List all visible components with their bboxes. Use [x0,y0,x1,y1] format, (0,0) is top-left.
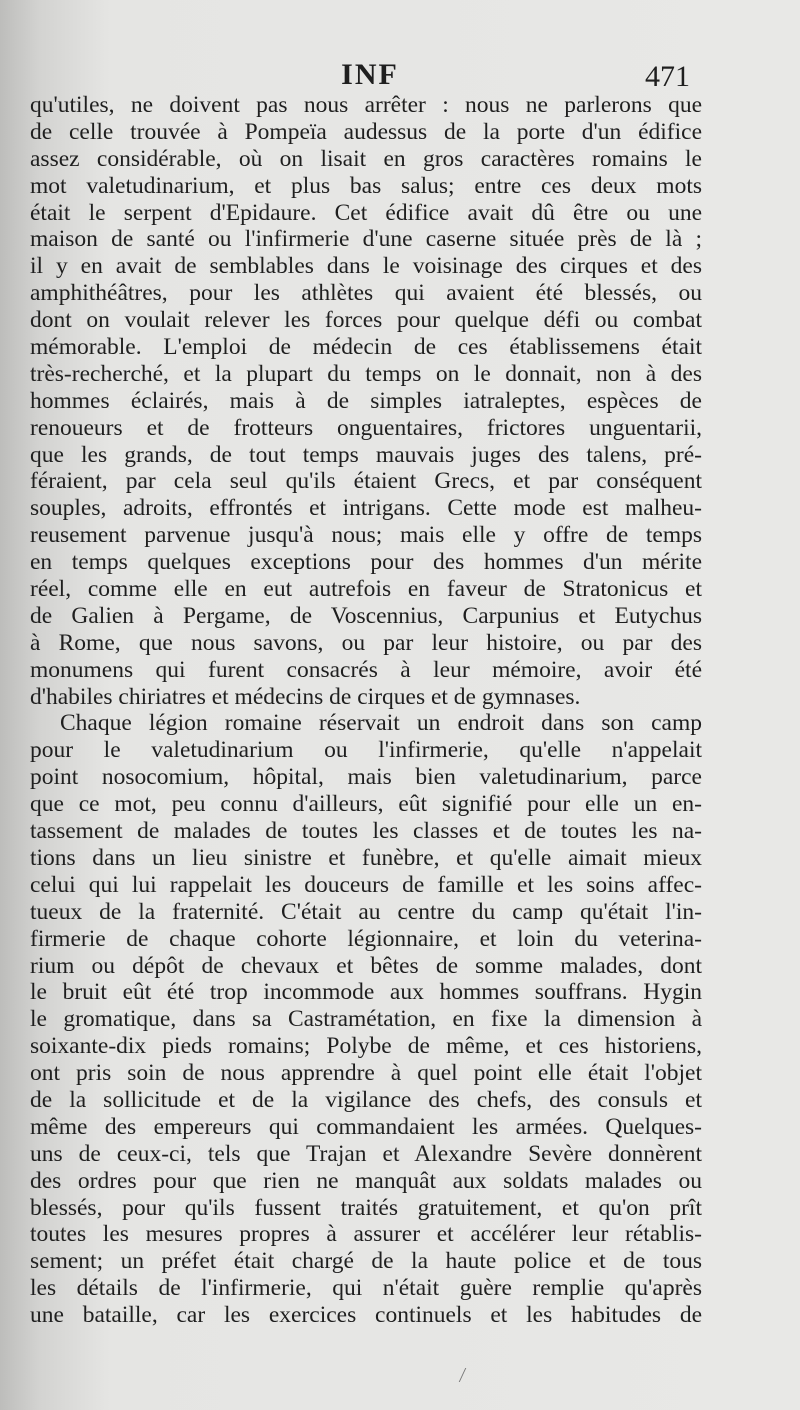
text-line: firmerie de chaque cohorte légionnaire, et loin du veterina- [30,925,702,952]
text-line: dont on voulait relever les forces pour quelque défi ou combat [30,307,702,334]
text-line: reusement parvenue jusqu'à nous; mais elle y offre de temps [30,522,702,549]
text-line: féraient, par cela seul qu'ils étaient Grecs, et par conséquent [30,468,702,495]
text-line: tueux de la fraternité. C'était au centre du camp qu'était l'in- [30,898,702,925]
text-line: même des empereurs qui commandaient les armées. Quelques- [30,1113,702,1140]
text-line: tions dans un lieu sinistre et funèbre, et qu'elle aimait mieux [30,844,702,871]
text-line: soixante-dix pieds romains; Polybe de même, et ces historiens, [30,1033,702,1060]
text-line: à Rome, que nous savons, ou par leur histoire, ou par des [30,629,702,656]
text-line: de celle trouvée à Pompeïa audessus de la porte d'un édifice [30,118,702,145]
text-line: que les grands, de tout temps mauvais juges des talens, pré- [30,441,702,468]
text-line: point nosocomium, hôpital, mais bien valetudinarium, parce [30,764,702,791]
text-line: il y en avait de semblables dans le voisinage des cirques et des [30,253,702,280]
text-line: était le serpent d'Epidaure. Cet édifice avait dû être ou une [30,199,702,226]
text-line: qu'utiles, ne doivent pas nous arrêter : nous ne parlerons que [30,92,702,118]
text-line: monumens qui furent consacrés à leur mémoire, avoir été [30,656,702,683]
text-line: hommes éclairés, mais à de simples iatraleptes, espèces de [30,387,702,414]
text-line: toutes les mesures propres à assurer et accélérer leur rétablis- [30,1221,702,1248]
text-line: amphithéâtres, pour les athlètes qui avaient été blessés, ou [30,280,702,307]
text-line: de la sollicitude et de la vigilance des chefs, des consuls et [30,1086,702,1113]
text-line: maison de santé ou l'infirmerie d'une caserne située près de là ; [30,226,702,253]
page-number: 471 [645,60,690,93]
text-line: blessés, pour qu'ils fussent traités gratuitement, et qu'on prît [30,1194,702,1221]
text-line: très-recherché, et la plupart du temps on le donnait, non à des [30,360,702,387]
text-line: mémorable. L'emploi de médecin de ces établissemens était [30,334,702,361]
text-line: d'habiles chiriatres et médecins de cirques et de gymnases. [30,683,581,710]
text-line: des ordres pour que rien ne manquât aux soldats malades ou [30,1167,702,1194]
running-head: INF [341,58,399,91]
body-text [30,92,702,1329]
text-line: pour le valetudinarium ou l'infirmerie, qu'elle n'appelait [30,737,702,764]
text-line: le gromatique, dans sa Castramétation, en fixe la dimension à [30,1006,702,1033]
text-line: tassement de malades de toutes les classes et de toutes les na- [30,818,702,845]
text-line: rium ou dépôt de chevaux et bêtes de somme malades, dont [30,952,702,979]
text-line: une bataille, car les exercices continuels et les habitudes de [30,1302,702,1329]
text-line: sement; un préfet était chargé de la haute police et de tous [30,1248,702,1275]
text-line: le bruit eût été trop incommode aux hommes souffrans. Hygin [30,979,702,1006]
text-line: Chaque légion romaine réservait un endroit dans son camp [60,710,702,737]
text-line: de Galien à Pergame, de Voscennius, Carpunius et Eutychus [30,602,702,629]
text-line: réel, comme elle en eut autrefois en faveur de Stratonicus et [30,576,702,603]
text-line: ont pris soin de nous apprendre à quel point elle était l'objet [30,1060,702,1087]
text-line: les détails de l'infirmerie, qui n'était guère remplie qu'après [30,1275,702,1302]
text-line: uns de ceux-ci, tels que Trajan et Alexandre Sevère donnèrent [30,1140,702,1167]
text-line: souples, adroits, effrontés et intrigans. Cette mode est malheu- [30,495,702,522]
text-line: celui qui lui rappelait les douceurs de famille et les soins affec- [30,871,702,898]
text-line: mot valetudinarium, et plus bas salus; entre ces deux mots [30,172,702,199]
ink-mark [459,1368,477,1382]
text-line: assez considérable, où on lisait en gros caractères romains le [30,145,702,172]
text-line: que ce mot, peu connu d'ailleurs, eût signifié pour elle un en- [30,791,702,818]
text-line: renoueurs et de frotteurs onguentaires, frictores unguentarii, [30,414,702,441]
text-line: en temps quelques exceptions pour des hommes d'un mérite [30,549,702,576]
